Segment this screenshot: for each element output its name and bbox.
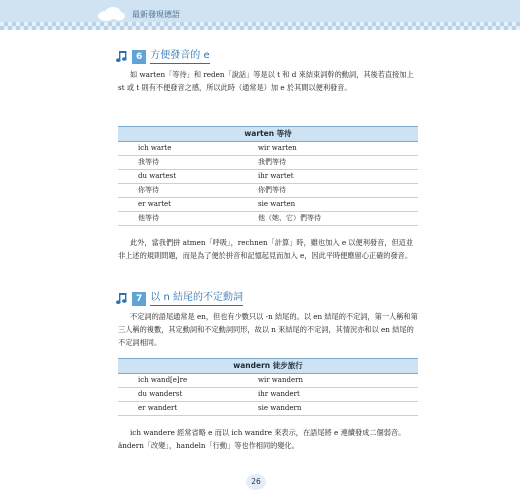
table-cell: ich wand[e]re xyxy=(138,376,188,384)
header-checker-pattern xyxy=(0,22,520,30)
section-6-outro: 此外，當我們拼 atmen「呼吸」，rechnen「計算」時，雖也加入 e 以便利發音，但這並非上述的規則問題，而是為了便於拼音和記憶起見而加入 e，因此平時便應留心正確的發音。 xyxy=(118,238,414,260)
section-number-badge: 7 xyxy=(132,292,146,306)
conjugation-table-header: warten 等待 xyxy=(118,126,418,142)
table-row xyxy=(118,388,418,402)
table-row xyxy=(118,212,418,226)
section-title: 方便發音的 e xyxy=(150,50,209,64)
table-row xyxy=(118,156,418,170)
music-note-icon xyxy=(116,51,128,63)
table-row xyxy=(118,198,418,212)
cloud-icon xyxy=(96,6,126,22)
table-row xyxy=(118,374,418,388)
header-title: 最新發現德語 xyxy=(132,10,180,19)
table-cell: sie warten xyxy=(258,200,296,208)
section-7-outro: ich wandere 經常省略 e 而以 ich wandre 來表示，在語尾將 e 連續發成二個弱音。ändern「改變」，handeln「行動」等也作相同的變化。 xyxy=(118,428,406,450)
section-6-intro: 如 warten「等待」和 reden「說話」等是以 t 和 d 來結束詞幹的動詞，其後若直接加上 st 或 t 則有不便發音之感，所以此時（通常是）加 e 於其間以便利發音。 xyxy=(118,70,414,92)
table-cell: ich warte xyxy=(138,144,172,152)
section-7-heading xyxy=(116,292,243,306)
table-cell: du wartest xyxy=(138,172,177,180)
table-cell: wir warten xyxy=(258,144,297,152)
table-cell: wir wandern xyxy=(258,376,303,384)
page-number: 26 xyxy=(246,474,266,490)
music-note-icon xyxy=(116,293,128,305)
page-header-band xyxy=(0,0,520,28)
table-row xyxy=(118,402,418,416)
table-cell: er wandert xyxy=(138,404,178,412)
section-6-heading xyxy=(116,50,210,64)
table-cell: ihr wartet xyxy=(258,172,294,180)
section-title: 以 n 結尾的不定動詞 xyxy=(150,292,243,306)
table-cell: 你等待 xyxy=(138,186,159,194)
table-cell: 他等待 xyxy=(138,214,159,222)
table-cell: 我們等待 xyxy=(258,158,286,166)
table-row xyxy=(118,170,418,184)
section-7-intro: 不定詞的語尾通常是 en，但也有少數只以 -n 結尾的。以 en 結尾的不定詞，第一人稱和第三人稱的複數，其定動詞和不定動詞同形，故以 n 來結尾的不定詞，其情況亦和以 en 結尾的不定詞相同。 xyxy=(118,312,418,347)
table-cell: du wanderst xyxy=(138,390,183,398)
table-cell: sie wandern xyxy=(258,404,302,412)
table-cell: ihr wandert xyxy=(258,390,300,398)
conjugation-table-header: wandern 徒步旅行 xyxy=(118,358,418,374)
table-row xyxy=(118,184,418,198)
table-cell: 你們等待 xyxy=(258,186,286,194)
table-cell: 我等待 xyxy=(138,158,159,166)
section-number-badge: 6 xyxy=(132,50,146,64)
table-cell: er wartet xyxy=(138,200,171,208)
table-cell: 他（她、它）們等待 xyxy=(258,214,321,222)
table-row xyxy=(118,142,418,156)
